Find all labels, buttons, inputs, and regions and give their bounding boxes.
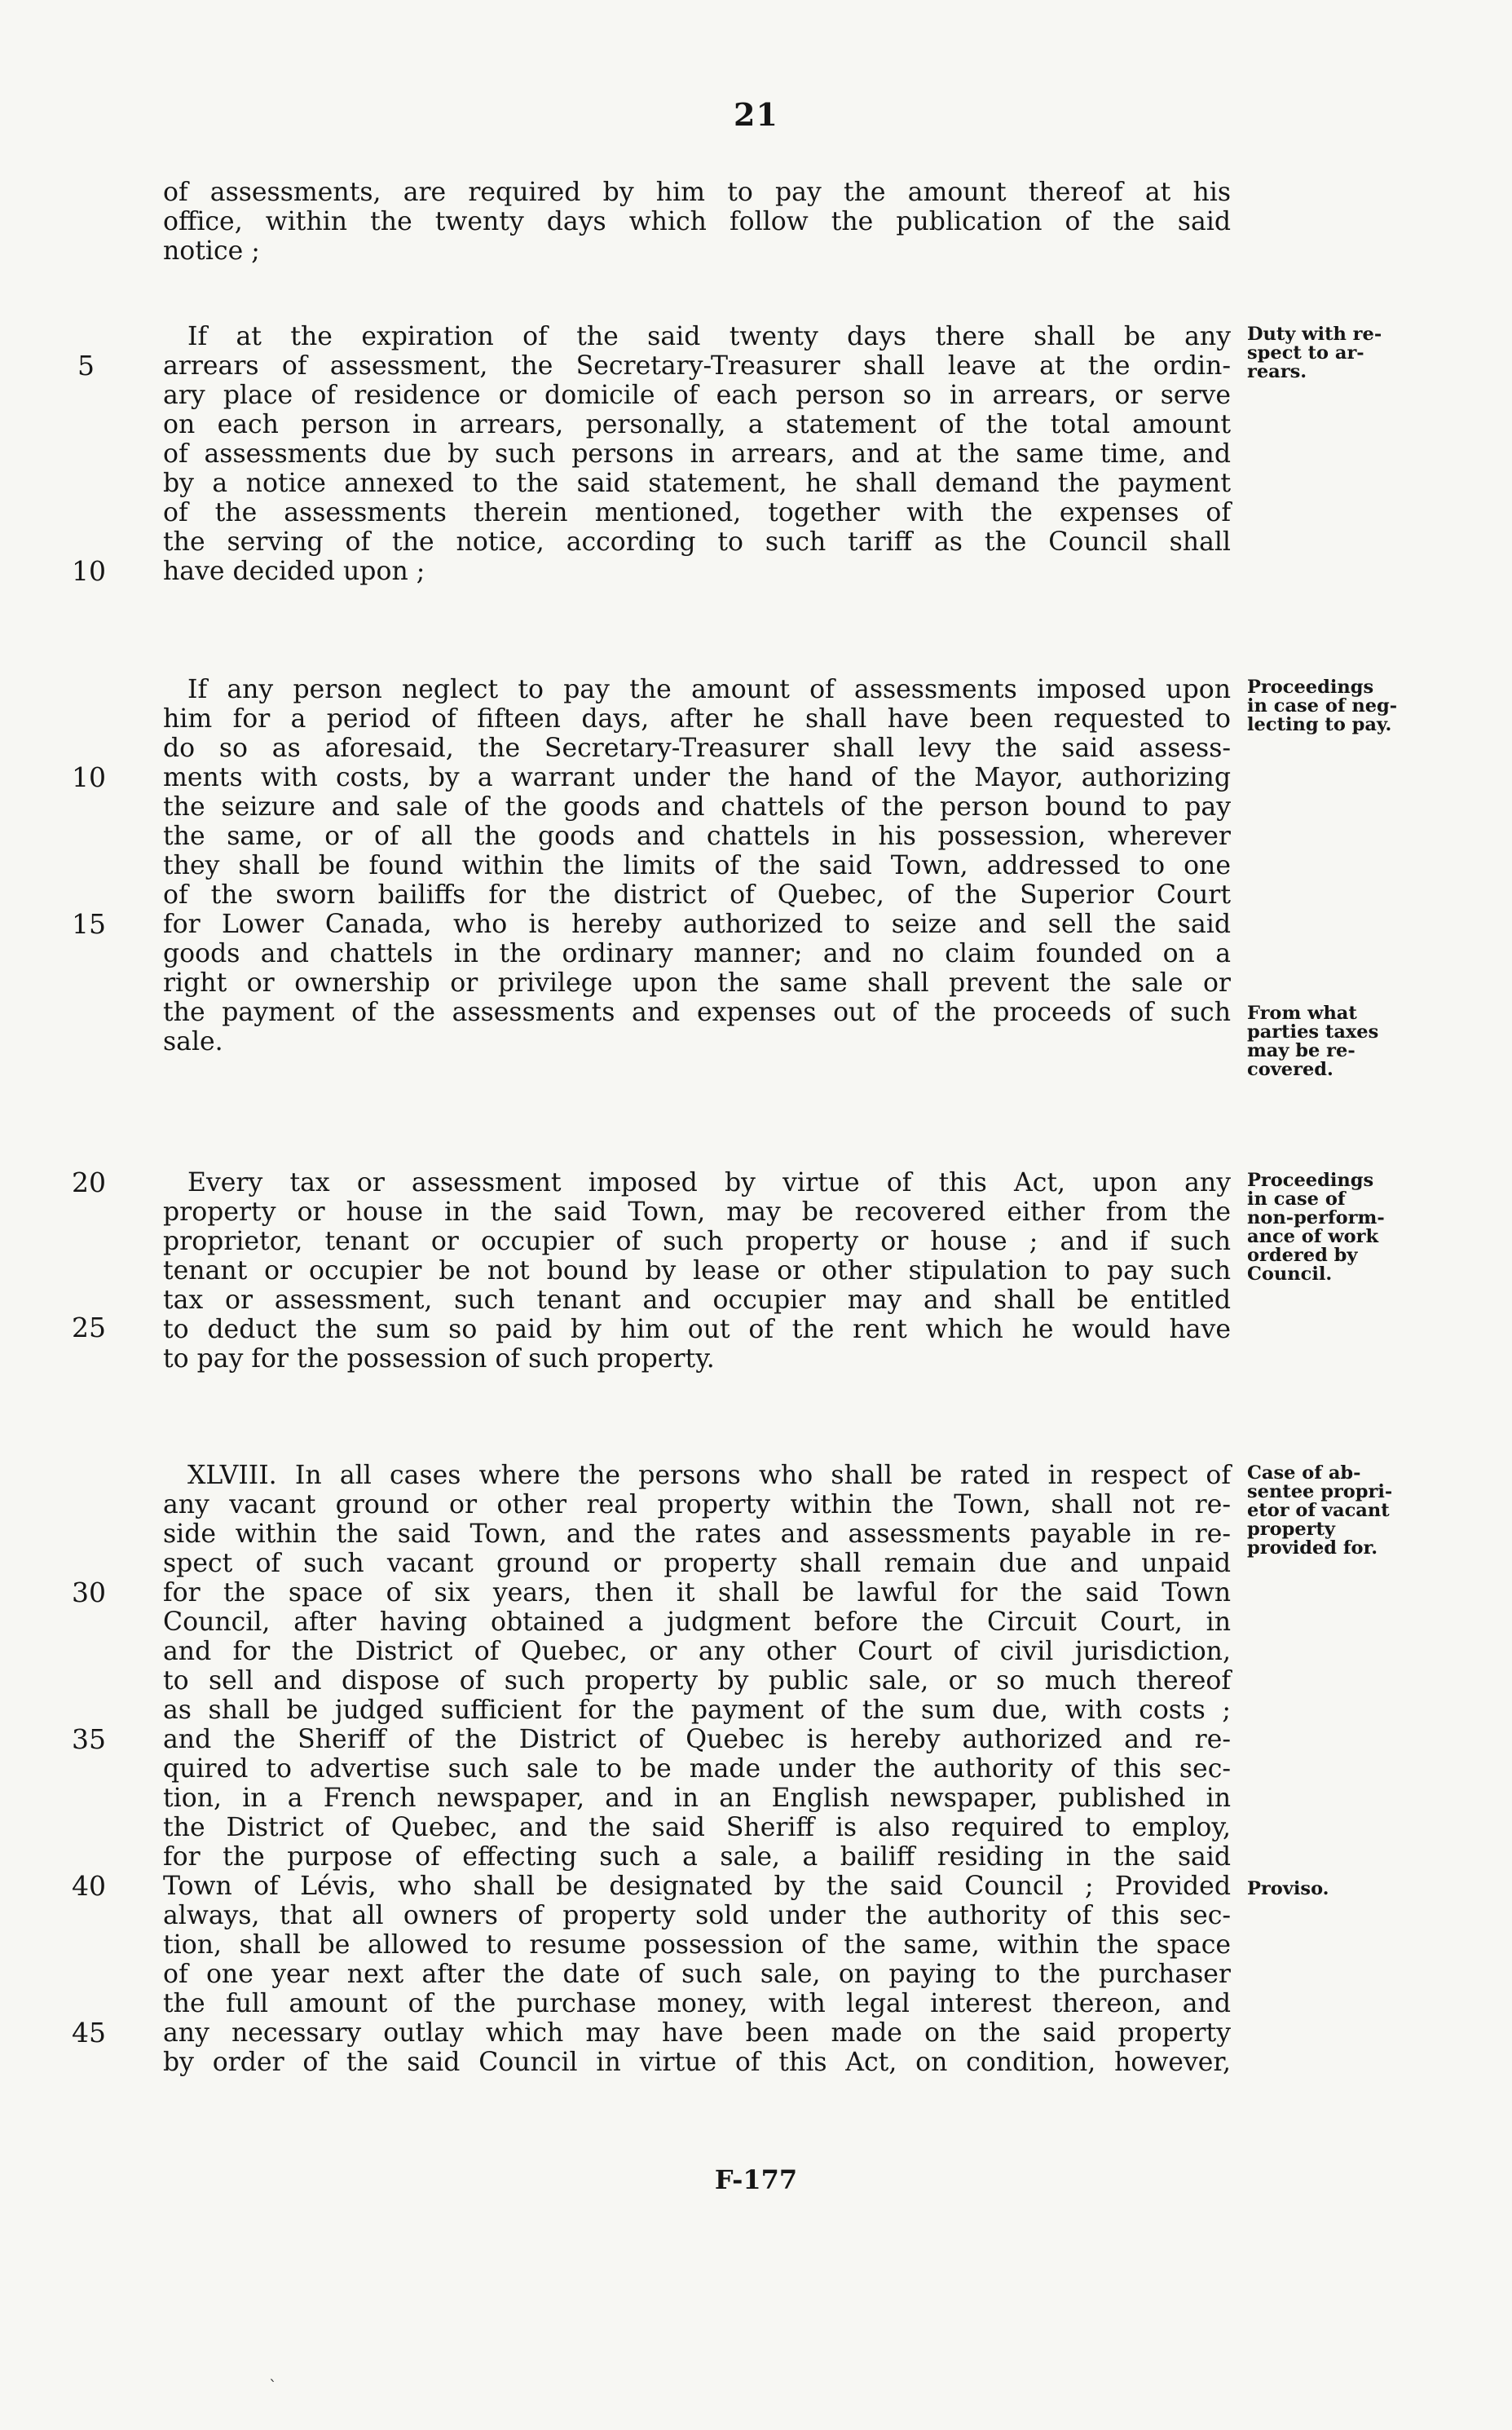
text-line: and for the District of Quebec, or any other Court of civil jurisdiction, [163,1637,1231,1666]
note-line: Council. [1247,1264,1333,1285]
text-line: always, that all owners of property sold under the authority of this sec- [163,1901,1231,1930]
note-line: ordered by [1247,1245,1358,1266]
text-line: the full amount of the purchase money, with legal interest thereon, and [163,1989,1231,2018]
text-line: for Lower Canada, who is hereby authorized to seize and sell the said [163,910,1231,939]
text-line: tion, in a French newspaper, and in an English newspaper, published in [163,1784,1231,1813]
text-line: any necessary outlay which may have been made on the said property [163,2018,1231,2048]
margin-note-neglect [1247,678,1443,734]
note-line: in case of [1247,1189,1346,1210]
text-line: sale. [163,1027,223,1056]
text-line: office, within the twenty days which follow the publication of the said [163,207,1231,236]
text-line: right or ownership or privilege upon the same shall prevent the sale or [163,968,1231,998]
text-line: the seizure and sale of the goods and chattels of the person bound to pay [163,792,1231,822]
text-line: proprietor, tenant or occupier of such property or house ; and if such [163,1227,1231,1256]
text-line: Council, after having obtained a judgment before the Circuit Court, in [163,1608,1231,1637]
text-line: by a notice annexed to the said statement, he shall demand the payment [163,469,1231,498]
text-line: side within the said Town, and the rates and assessments payable in re- [163,1519,1231,1549]
text-line: the District of Quebec, and the said Sheriff is also required to employ, [163,1813,1231,1842]
signature-mark: F-177 [714,2164,798,2195]
line-number: 10 [72,761,106,793]
text-line: of the sworn bailiffs for the district of Quebec, of the Superior Court [163,880,1231,910]
note-line: non-perform- [1247,1207,1385,1228]
text-line: quired to advertise such sale to be made under the authority of this sec- [163,1754,1231,1784]
text-line: him for a period of fifteen days, after he shall have been requested to [163,704,1231,734]
text-line: the same, or of all the goods and chattels in his possession, wherever [163,822,1231,851]
note-line: etor of vacant [1247,1500,1390,1521]
text-line: notice ; [163,236,260,266]
line-number: 15 [72,908,106,940]
text-line: and the Sheriff of the District of Quebec is hereby authorized and re- [163,1725,1231,1754]
line-number: 35 [72,1723,106,1755]
note-line: sentee propri- [1247,1481,1393,1502]
text-line: ments with costs, by a warrant under the hand of the Mayor, authorizing [163,763,1231,792]
margin-note-arrears [1247,325,1443,381]
note-line: lecting to pay. [1247,714,1392,735]
text-line: by order of the said Council in virtue of this Act, on condition, however, [163,2048,1231,2077]
text-line: on each person in arrears, personally, a statement of the total amount [163,410,1231,439]
margin-note-parties [1247,1004,1443,1079]
text-line: of one year next after the date of such sale, on paying to the purchaser [163,1960,1231,1989]
text-line: the serving of the notice, according to such tariff as the Council shall [163,527,1231,557]
text-line: tion, shall be allowed to resume possession of the same, within the space [163,1930,1231,1960]
text-line: to pay for the possession of such property. [163,1344,715,1374]
text-line: spect of such vacant ground or property shall remain due and unpaid [163,1549,1231,1578]
text-line: to deduct the sum so paid by him out of the rent which he would have [163,1315,1231,1344]
text-line: of assessments due by such persons in arrears, and at the same time, and [163,439,1231,469]
text-line: any vacant ground or other real property within the Town, shall not re- [163,1490,1231,1519]
text-line: for the space of six years, then it shall be lawful for the said Town [163,1578,1231,1608]
text-line: Every tax or assessment imposed by virtue of this Act, upon any [187,1168,1231,1197]
text-line: the payment of the assessments and expenses out of the proceeds of such [163,998,1231,1027]
text-line: of assessments, are required by him to pay the amount thereof at his [163,178,1231,207]
text-line: If at the expiration of the said twenty days there shall be any [187,322,1231,351]
line-number: 45 [72,2017,106,2049]
text-line: they shall be found within the limits of the said Town, addressed to one [163,851,1231,880]
note-line: Proceedings [1247,677,1374,698]
note-line: may be re- [1247,1040,1356,1061]
note-line: parties taxes [1247,1021,1379,1043]
line-number: 5 [77,350,95,381]
text-line: to sell and dispose of such property by public sale, or so much thereof [163,1666,1231,1696]
note-line: spect to ar- [1247,342,1364,364]
page-number: 21 [734,96,778,133]
text-line: as shall be judged sufficient for the payment of the sum due, with costs ; [163,1696,1231,1725]
text-line: goods and chattels in the ordinary manner; and no claim founded on a [163,939,1231,968]
note-line: Proceedings [1247,1170,1374,1191]
text-line: Town of Lévis, who shall be designated by the said Council ; Provided [163,1872,1231,1901]
line-number: 30 [72,1577,106,1608]
stray-mark: ` [269,2376,277,2396]
note-line: ance of work [1247,1226,1379,1247]
text-line: ary place of residence or domicile of each person so in arrears, or serve [163,381,1231,410]
note-line: property [1247,1519,1335,1540]
margin-note-works [1247,1171,1443,1284]
margin-note-absentee [1247,1464,1443,1558]
note-line: Proviso. [1247,1878,1329,1899]
note-line: Case of ab- [1247,1462,1361,1484]
note-line: Duty with re- [1247,324,1382,345]
line-number: 10 [72,555,106,587]
note-line: rears. [1247,361,1307,382]
note-line: covered. [1247,1059,1333,1080]
text-line: tax or assessment, such tenant and occupier may and shall be entitled [163,1286,1231,1315]
line-number: 40 [72,1870,106,1902]
margin-note-proviso [1247,1880,1443,1899]
note-line: provided for. [1247,1537,1378,1559]
text-line: If any person neglect to pay the amount of assessments imposed upon [187,675,1231,704]
text-line: tenant or occupier be not bound by lease or other stipulation to pay such [163,1256,1231,1286]
note-line: From what [1247,1003,1357,1024]
note-line: in case of neg- [1247,695,1398,717]
text-line: for the purpose of effecting such a sale, a bailiff residing in the said [163,1842,1231,1872]
text-line: arrears of assessment, the Secretary-Treasurer shall leave at the ordin- [163,351,1231,381]
text-line: XLVIII. In all cases where the persons who shall be rated in respect of [187,1461,1231,1490]
text-line: property or house in the said Town, may be recovered either from the [163,1197,1231,1227]
text-line: of the assessments therein mentioned, together with the expenses of [163,498,1231,527]
line-number: 25 [72,1312,106,1343]
text-line: do so as aforesaid, the Secretary-Treasurer shall levy the said assess- [163,734,1231,763]
text-line: have decided upon ; [163,557,425,586]
line-number: 20 [72,1166,106,1198]
